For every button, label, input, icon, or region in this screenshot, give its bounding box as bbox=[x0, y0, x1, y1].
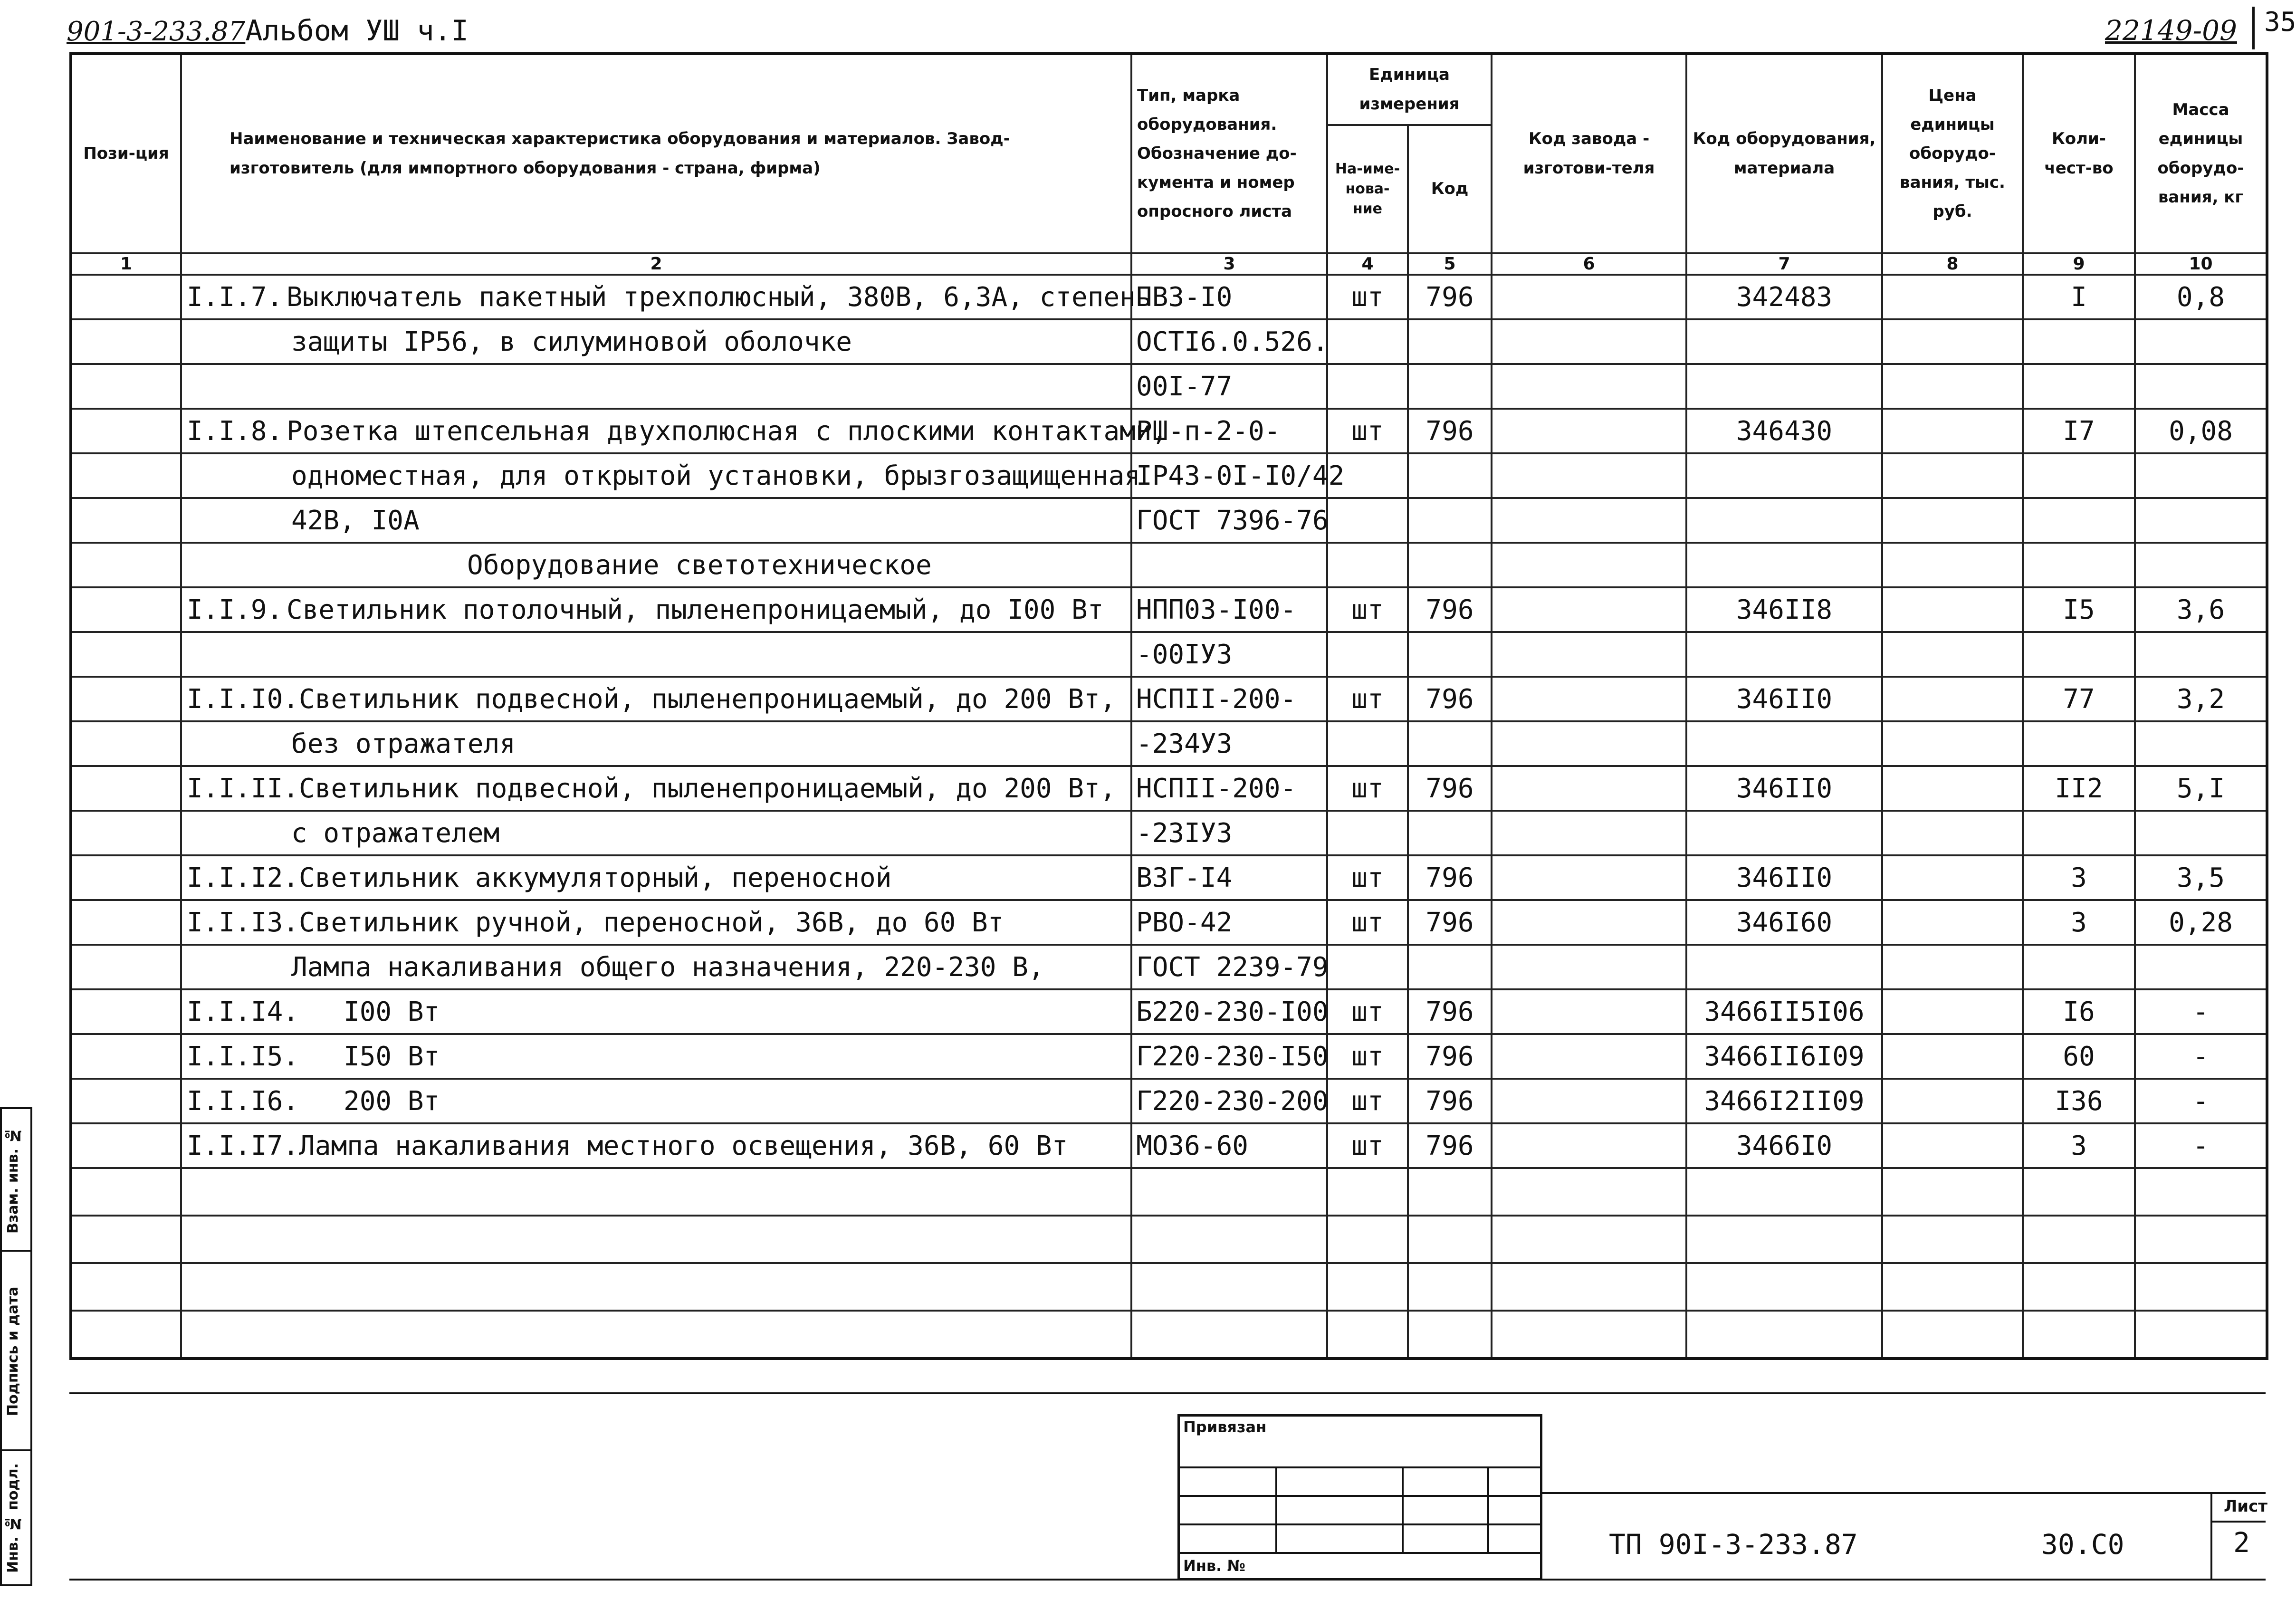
row-unit: шт bbox=[1327, 766, 1408, 811]
row-position bbox=[71, 811, 181, 855]
col-num: 10 bbox=[2135, 253, 2267, 275]
table-row bbox=[71, 855, 2267, 900]
row-quantity: 3 bbox=[2023, 1123, 2135, 1168]
row-name: Оборудование светотехническое bbox=[181, 543, 1131, 587]
table-row bbox=[71, 1034, 2267, 1079]
row-mass bbox=[2135, 498, 2267, 543]
document-code: ТП 90I-3-233.87 bbox=[1609, 1528, 1858, 1561]
row-position bbox=[71, 587, 181, 632]
row-unit-code: 796 bbox=[1408, 900, 1492, 945]
signature-date-label: Подпись и дата bbox=[5, 1286, 21, 1417]
album-header bbox=[67, 14, 469, 48]
row-type: Г220-230-I50 bbox=[1131, 1034, 1327, 1079]
row-type: -234У3 bbox=[1131, 721, 1327, 766]
position-number: I.I.7. bbox=[187, 281, 283, 313]
row-unit bbox=[1327, 498, 1408, 543]
row-mass: 0,08 bbox=[2135, 409, 2267, 453]
row-unit-code bbox=[1408, 498, 1492, 543]
col-header-factory-code: Код завода - изготови-теля bbox=[1492, 54, 1686, 253]
row-quantity: I7 bbox=[2023, 409, 2135, 453]
row-factory-code bbox=[1492, 275, 1686, 319]
row-unit bbox=[1327, 543, 1408, 587]
col-num: 4 bbox=[1327, 253, 1408, 275]
row-position bbox=[71, 766, 181, 811]
row-position bbox=[71, 632, 181, 677]
item-name: Светильник подвесной, пыленепроницаемый, до 200 Вт, bbox=[299, 773, 1116, 804]
table-row bbox=[71, 275, 2267, 319]
row-price bbox=[1882, 498, 2023, 543]
table-row bbox=[71, 632, 2267, 677]
row-quantity bbox=[2023, 453, 2135, 498]
row-price bbox=[1882, 677, 2023, 721]
row-price bbox=[1882, 1079, 2023, 1123]
row-material-code: 3466I0 bbox=[1686, 1123, 1882, 1168]
row-type: -00IУ3 bbox=[1131, 632, 1327, 677]
row-quantity: 3 bbox=[2023, 855, 2135, 900]
row-position bbox=[71, 677, 181, 721]
position-number: I.I.I0. bbox=[187, 683, 299, 715]
row-factory-code bbox=[1492, 1123, 1686, 1168]
row-material-code: 3466I2II09 bbox=[1686, 1079, 1882, 1123]
row-name bbox=[181, 766, 1131, 811]
item-name: Светильник подвесной, пыленепроницаемый, до 200 Вт, bbox=[299, 683, 1116, 715]
row-name bbox=[181, 1034, 1131, 1079]
row-material-code bbox=[1686, 498, 1882, 543]
row-factory-code bbox=[1492, 721, 1686, 766]
row-mass: 3,2 bbox=[2135, 677, 2267, 721]
row-name: без отражателя bbox=[181, 721, 1131, 766]
album-title: Альбом УШ ч.I bbox=[245, 14, 469, 48]
row-position bbox=[71, 721, 181, 766]
row-position bbox=[71, 1079, 181, 1123]
position-number: I.I.I5. bbox=[187, 1041, 299, 1072]
position-number: I.I.8. bbox=[187, 415, 283, 447]
row-quantity bbox=[2023, 364, 2135, 409]
row-price bbox=[1882, 811, 2023, 855]
row-unit-code: 796 bbox=[1408, 766, 1492, 811]
row-unit bbox=[1327, 721, 1408, 766]
row-quantity bbox=[2023, 543, 2135, 587]
row-material-code: 346II0 bbox=[1686, 766, 1882, 811]
table-row bbox=[71, 409, 2267, 453]
row-unit-code: 796 bbox=[1408, 989, 1492, 1034]
row-name: Лампа накаливания общего назначения, 220-230 В, bbox=[181, 945, 1131, 989]
row-name bbox=[181, 855, 1131, 900]
item-name: 200 Вт bbox=[344, 1085, 440, 1117]
row-quantity: I bbox=[2023, 275, 2135, 319]
row-type: ГОСТ 2239-79 bbox=[1131, 945, 1327, 989]
row-name: 42В, I0А bbox=[181, 498, 1131, 543]
row-position bbox=[71, 543, 181, 587]
row-factory-code bbox=[1492, 811, 1686, 855]
row-quantity: 60 bbox=[2023, 1034, 2135, 1079]
col-num: 3 bbox=[1131, 253, 1327, 275]
row-material-code bbox=[1686, 945, 1882, 989]
row-factory-code bbox=[1492, 1034, 1686, 1079]
table-row bbox=[71, 364, 2267, 409]
row-unit-code bbox=[1408, 945, 1492, 989]
col-header-price: Цена единицы оборудо-вания, тыс. руб. bbox=[1882, 54, 2023, 253]
table-row bbox=[71, 900, 2267, 945]
table-row bbox=[71, 543, 2267, 587]
row-quantity bbox=[2023, 632, 2135, 677]
position-number: I.I.I2. bbox=[187, 862, 299, 893]
col-header-unit-code: Код bbox=[1408, 125, 1492, 253]
row-quantity: I5 bbox=[2023, 587, 2135, 632]
row-factory-code bbox=[1492, 945, 1686, 989]
row-quantity: I6 bbox=[2023, 989, 2135, 1034]
row-price bbox=[1882, 543, 2023, 587]
row-mass bbox=[2135, 319, 2267, 364]
row-mass: 0,28 bbox=[2135, 900, 2267, 945]
row-mass: 0,8 bbox=[2135, 275, 2267, 319]
row-unit bbox=[1327, 945, 1408, 989]
row-factory-code bbox=[1492, 989, 1686, 1034]
row-material-code: 346II0 bbox=[1686, 677, 1882, 721]
row-mass bbox=[2135, 632, 2267, 677]
row-position bbox=[71, 855, 181, 900]
replacement-inventory-label: Взам. инв. № bbox=[5, 1127, 21, 1234]
table-row bbox=[71, 319, 2267, 364]
item-name: Светильник потолочный, пыленепроницаемый, до I00 Вт bbox=[287, 594, 1104, 625]
row-material-code bbox=[1686, 721, 1882, 766]
row-position bbox=[71, 453, 181, 498]
row-unit-code bbox=[1408, 721, 1492, 766]
item-name: I00 Вт bbox=[344, 996, 440, 1027]
row-factory-code bbox=[1492, 632, 1686, 677]
col-num: 6 bbox=[1492, 253, 1686, 275]
row-material-code: 3466II5I06 bbox=[1686, 989, 1882, 1034]
row-unit: шт bbox=[1327, 677, 1408, 721]
row-type: ПВЗ-I0 bbox=[1131, 275, 1327, 319]
col-header-unit-group: Единица измерения bbox=[1327, 54, 1492, 125]
row-type: МО36-60 bbox=[1131, 1123, 1327, 1168]
row-material-code bbox=[1686, 453, 1882, 498]
row-name bbox=[181, 677, 1131, 721]
row-mass: - bbox=[2135, 1034, 2267, 1079]
row-unit-code: 796 bbox=[1408, 1079, 1492, 1123]
order-code: 22149-09 bbox=[2105, 14, 2237, 47]
row-unit-code bbox=[1408, 811, 1492, 855]
row-unit-code: 796 bbox=[1408, 855, 1492, 900]
table-row bbox=[71, 1079, 2267, 1123]
row-price bbox=[1882, 409, 2023, 453]
row-unit-code bbox=[1408, 453, 1492, 498]
row-mass bbox=[2135, 543, 2267, 587]
row-unit-code: 796 bbox=[1408, 1123, 1492, 1168]
row-unit: шт bbox=[1327, 1123, 1408, 1168]
row-price bbox=[1882, 900, 2023, 945]
row-unit: шт bbox=[1327, 855, 1408, 900]
row-unit: шт bbox=[1327, 900, 1408, 945]
col-header-mass: Масса единицы оборудо-вания, кг bbox=[2135, 54, 2267, 253]
row-material-code: 346II0 bbox=[1686, 855, 1882, 900]
position-number: I.I.I6. bbox=[187, 1085, 299, 1117]
row-position bbox=[71, 1034, 181, 1079]
row-unit-code: 796 bbox=[1408, 1034, 1492, 1079]
row-position bbox=[71, 945, 181, 989]
table-row bbox=[71, 453, 2267, 498]
item-name: Выключатель пакетный трехполюсный, 380В, 6,3А, степень bbox=[287, 281, 1152, 313]
table-row bbox=[71, 945, 2267, 989]
row-type: НСПII-200- bbox=[1131, 677, 1327, 721]
row-material-code bbox=[1686, 319, 1882, 364]
row-price bbox=[1882, 1034, 2023, 1079]
row-unit: шт bbox=[1327, 989, 1408, 1034]
row-type: НПП03-I00- bbox=[1131, 587, 1327, 632]
table-row bbox=[71, 721, 2267, 766]
row-unit-code bbox=[1408, 364, 1492, 409]
row-type: IP43-0I-I0/42 bbox=[1131, 453, 1327, 498]
row-price bbox=[1882, 1123, 2023, 1168]
row-price bbox=[1882, 275, 2023, 319]
row-mass bbox=[2135, 811, 2267, 855]
row-factory-code bbox=[1492, 409, 1686, 453]
row-mass bbox=[2135, 945, 2267, 989]
row-name: с отражателем bbox=[181, 811, 1131, 855]
sheet-number: 2 bbox=[2233, 1526, 2250, 1559]
position-number: I.I.I4. bbox=[187, 996, 299, 1027]
row-mass: 3,5 bbox=[2135, 855, 2267, 900]
page-number: 35 bbox=[2252, 7, 2296, 49]
row-mass bbox=[2135, 364, 2267, 409]
row-quantity bbox=[2023, 811, 2135, 855]
row-factory-code bbox=[1492, 677, 1686, 721]
row-material-code: 346II8 bbox=[1686, 587, 1882, 632]
approval-stamp-strip bbox=[0, 1107, 32, 1586]
row-unit: шт bbox=[1327, 587, 1408, 632]
item-name: Лампа накаливания местного освещения, 36В, 60 Вт bbox=[299, 1130, 1068, 1161]
row-quantity: 77 bbox=[2023, 677, 2135, 721]
row-unit-code: 796 bbox=[1408, 409, 1492, 453]
row-price bbox=[1882, 766, 2023, 811]
row-material-code: 346I60 bbox=[1686, 900, 1882, 945]
row-quantity: 3 bbox=[2023, 900, 2135, 945]
row-mass: 3,6 bbox=[2135, 587, 2267, 632]
row-factory-code bbox=[1492, 587, 1686, 632]
project-code: 901-3-233.87 bbox=[67, 16, 246, 47]
col-num: 5 bbox=[1408, 253, 1492, 275]
row-unit bbox=[1327, 364, 1408, 409]
row-quantity: II2 bbox=[2023, 766, 2135, 811]
row-name bbox=[181, 1123, 1131, 1168]
row-quantity bbox=[2023, 498, 2135, 543]
row-quantity bbox=[2023, 945, 2135, 989]
row-mass: - bbox=[2135, 1079, 2267, 1123]
row-name bbox=[181, 900, 1131, 945]
row-name bbox=[181, 632, 1131, 677]
row-name bbox=[181, 989, 1131, 1034]
row-price bbox=[1882, 453, 2023, 498]
row-type: НСПII-200- bbox=[1131, 766, 1327, 811]
row-type: ГОСТ 7396-76 bbox=[1131, 498, 1327, 543]
row-material-code bbox=[1686, 364, 1882, 409]
col-header-type: Тип, марка оборудования. Обозначение до-кумента и номер опросного листа bbox=[1131, 54, 1327, 253]
row-price bbox=[1882, 721, 2023, 766]
row-mass: 5,I bbox=[2135, 766, 2267, 811]
item-name: Светильник ручной, переносной, 36В, до 60 Вт bbox=[299, 907, 1004, 938]
row-type: РШ-п-2-0- bbox=[1131, 409, 1327, 453]
col-num: 9 bbox=[2023, 253, 2135, 275]
row-position bbox=[71, 989, 181, 1034]
row-type: ВЗГ-I4 bbox=[1131, 855, 1327, 900]
table-row bbox=[71, 677, 2267, 721]
sheet-label: Лист bbox=[2224, 1497, 2267, 1516]
row-position bbox=[71, 1123, 181, 1168]
row-unit-code bbox=[1408, 543, 1492, 587]
row-price bbox=[1882, 364, 2023, 409]
row-price bbox=[1882, 989, 2023, 1034]
row-quantity: I36 bbox=[2023, 1079, 2135, 1123]
row-factory-code bbox=[1492, 453, 1686, 498]
row-unit bbox=[1327, 632, 1408, 677]
row-position bbox=[71, 409, 181, 453]
row-name bbox=[181, 587, 1131, 632]
row-unit-code bbox=[1408, 632, 1492, 677]
binding-label: Привязан bbox=[1183, 1418, 1267, 1436]
row-position bbox=[71, 364, 181, 409]
original-inventory-label: Инв. № подл. bbox=[5, 1463, 21, 1573]
table-row bbox=[71, 811, 2267, 855]
row-price bbox=[1882, 319, 2023, 364]
row-mass bbox=[2135, 721, 2267, 766]
col-header-unit-name: На-име-нова-ние bbox=[1327, 125, 1408, 253]
row-unit-code: 796 bbox=[1408, 275, 1492, 319]
position-number: I.I.I3. bbox=[187, 907, 299, 938]
row-unit-code: 796 bbox=[1408, 587, 1492, 632]
col-num: 1 bbox=[71, 253, 181, 275]
row-mass: - bbox=[2135, 1123, 2267, 1168]
row-material-code: 342483 bbox=[1686, 275, 1882, 319]
row-factory-code bbox=[1492, 543, 1686, 587]
item-name: Розетка штепсельная двухполюсная с плоскими контактами, bbox=[287, 415, 1168, 447]
row-unit: шт bbox=[1327, 409, 1408, 453]
row-price bbox=[1882, 945, 2023, 989]
table-row bbox=[71, 498, 2267, 543]
row-material-code: 346430 bbox=[1686, 409, 1882, 453]
row-factory-code bbox=[1492, 855, 1686, 900]
col-num: 7 bbox=[1686, 253, 1882, 275]
row-unit bbox=[1327, 811, 1408, 855]
table-row bbox=[71, 1123, 2267, 1168]
row-price bbox=[1882, 632, 2023, 677]
row-price bbox=[1882, 587, 2023, 632]
row-quantity bbox=[2023, 721, 2135, 766]
row-factory-code bbox=[1492, 1079, 1686, 1123]
row-material-code bbox=[1686, 543, 1882, 587]
col-header-name: Наименование и техническая характеристика оборудования и материалов. Завод-изготовитель (для импортного оборудования - страна, фирма) bbox=[181, 54, 1131, 253]
col-header-quantity: Коли-чест-во bbox=[2023, 54, 2135, 253]
row-unit bbox=[1327, 319, 1408, 364]
row-position bbox=[71, 319, 181, 364]
row-type: РВО-42 bbox=[1131, 900, 1327, 945]
document-sheet-code: 30.С0 bbox=[2041, 1528, 2124, 1561]
item-name: I50 Вт bbox=[344, 1041, 440, 1072]
row-mass bbox=[2135, 453, 2267, 498]
row-factory-code bbox=[1492, 319, 1686, 364]
row-position bbox=[71, 900, 181, 945]
row-name bbox=[181, 275, 1152, 319]
row-type: -23IУ3 bbox=[1131, 811, 1327, 855]
item-name: Светильник аккумуляторный, переносной bbox=[299, 862, 892, 893]
row-name bbox=[181, 364, 1131, 409]
row-factory-code bbox=[1492, 498, 1686, 543]
row-mass: - bbox=[2135, 989, 2267, 1034]
inventory-number-label: Инв. № bbox=[1183, 1557, 1245, 1575]
row-factory-code bbox=[1492, 364, 1686, 409]
row-name bbox=[181, 1079, 1131, 1123]
col-num: 8 bbox=[1882, 253, 2023, 275]
row-type: Б220-230-I00 bbox=[1131, 989, 1327, 1034]
row-name: защиты IP56, в силуминовой оболочке bbox=[181, 319, 1131, 364]
position-number: I.I.II. bbox=[187, 773, 299, 804]
row-factory-code bbox=[1492, 900, 1686, 945]
row-unit: шт bbox=[1327, 275, 1408, 319]
row-unit-code: 796 bbox=[1408, 677, 1492, 721]
row-type: ОСТI6.0.526. bbox=[1131, 319, 1327, 364]
row-type bbox=[1131, 543, 1327, 587]
table-row bbox=[71, 989, 2267, 1034]
position-number: I.I.I7. bbox=[187, 1130, 299, 1161]
row-name bbox=[181, 409, 1168, 453]
row-type: Г220-230-200 bbox=[1131, 1079, 1327, 1123]
row-unit: шт bbox=[1327, 1079, 1408, 1123]
col-header-material-code: Код оборудования, материала bbox=[1686, 54, 1882, 253]
row-position bbox=[71, 275, 181, 319]
row-material-code bbox=[1686, 632, 1882, 677]
row-material-code: 3466II6I09 bbox=[1686, 1034, 1882, 1079]
row-name: одноместная, для открытой установки, брызгозащищенная bbox=[181, 453, 1131, 498]
table-row bbox=[71, 766, 2267, 811]
col-num: 2 bbox=[181, 253, 1131, 275]
specification-table bbox=[69, 52, 2268, 1360]
row-unit-code bbox=[1408, 319, 1492, 364]
table-row bbox=[71, 587, 2267, 632]
row-material-code bbox=[1686, 811, 1882, 855]
column-number-row bbox=[71, 253, 2267, 275]
row-type: 00I-77 bbox=[1131, 364, 1327, 409]
col-header-position: Пози-ция bbox=[71, 54, 181, 253]
position-number: I.I.9. bbox=[187, 594, 283, 625]
row-quantity bbox=[2023, 319, 2135, 364]
row-position bbox=[71, 498, 181, 543]
row-factory-code bbox=[1492, 766, 1686, 811]
row-unit: шт bbox=[1327, 1034, 1408, 1079]
row-price bbox=[1882, 855, 2023, 900]
